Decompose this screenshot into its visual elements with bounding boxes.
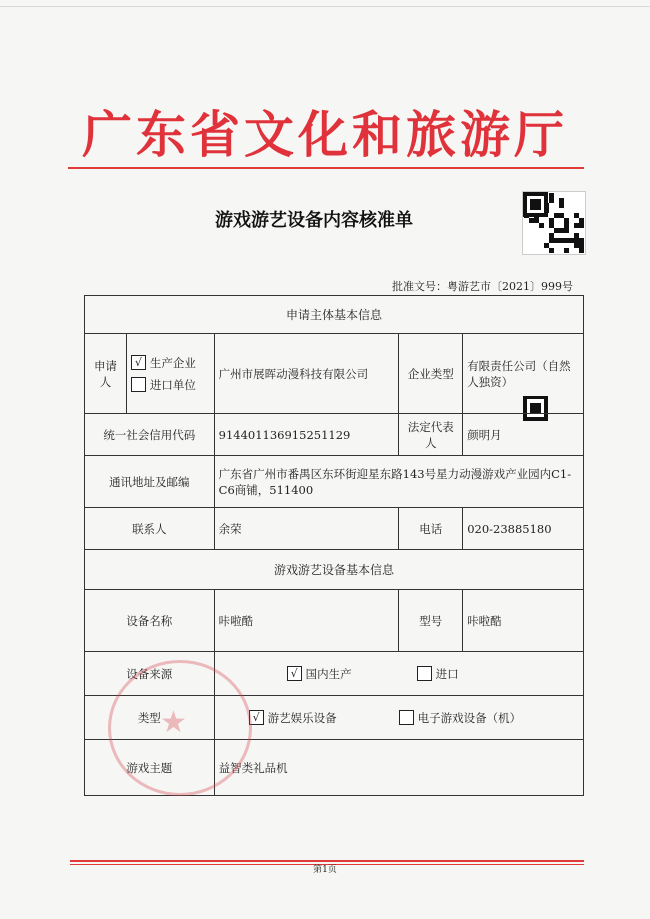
company-name: 广州市展晖动漫科技有限公司 xyxy=(214,334,399,414)
applicant-section-title: 申请主体基本信息 xyxy=(85,296,584,334)
page-number: 第1页 xyxy=(313,865,337,875)
option-producer[interactable] xyxy=(131,352,210,374)
type-options xyxy=(214,696,583,740)
company-type-label: 企业类型 xyxy=(399,334,463,414)
phone-label: 电话 xyxy=(399,508,463,550)
legal-rep-label: 法定代表人 xyxy=(399,414,463,456)
applicant-type-options xyxy=(126,334,214,414)
option-domestic[interactable] xyxy=(287,663,417,685)
org-header: 广东省文化和旅游厅 xyxy=(82,105,568,164)
address-label: 通讯地址及邮编 xyxy=(85,456,215,508)
amusement-label: 游艺娱乐设备 xyxy=(267,710,337,725)
import-label: 进口 xyxy=(435,666,459,681)
model-label: 型号 xyxy=(399,590,463,652)
option-importer[interactable] xyxy=(131,374,210,396)
type-label: 类型 xyxy=(85,696,215,740)
legal-rep: 颜明月 xyxy=(463,414,584,456)
import-checkbox[interactable] xyxy=(417,666,432,681)
option-amusement[interactable] xyxy=(249,707,399,729)
address: 广东省广州市番禺区东环街迎星东路143号星力动漫游戏产业园内C1-C6商铺，511400 xyxy=(214,456,583,508)
contact: 余荣 xyxy=(214,508,399,550)
option-import[interactable] xyxy=(417,663,459,685)
credit-code: 91440113691525​1129 xyxy=(214,414,399,456)
seal-star-icon: ★ xyxy=(160,705,187,740)
credit-code-label: 统一社会信用代码 xyxy=(85,414,215,456)
top-rule xyxy=(0,6,650,7)
applicant-label: 申请人 xyxy=(85,334,127,414)
approval-form-table xyxy=(84,295,584,796)
phone: 020-23885180 xyxy=(463,508,584,550)
device-name-label: 设备名称 xyxy=(85,590,215,652)
domestic-checkbox[interactable]: √ xyxy=(287,666,302,681)
electronic-label: 电子游戏设备（机） xyxy=(417,710,522,725)
amusement-checkbox[interactable]: √ xyxy=(249,710,264,725)
importer-checkbox[interactable] xyxy=(131,377,146,392)
producer-checkbox[interactable]: √ xyxy=(131,355,146,370)
approval-number: 批准文号：粤游艺市〔2021〕999号 xyxy=(392,280,573,293)
domestic-label: 国内生产 xyxy=(305,666,352,681)
theme-label: 游戏主题 xyxy=(85,740,215,796)
source-label: 设备来源 xyxy=(85,652,215,696)
header-red-rule xyxy=(68,167,584,169)
device-name: 咔啦酷 xyxy=(214,590,399,652)
source-options xyxy=(214,652,583,696)
importer-label: 进口单位 xyxy=(149,377,196,392)
device-section-title: 游戏游艺设备基本信息 xyxy=(85,550,584,590)
model: 咔啦酷 xyxy=(463,590,584,652)
qr-code-icon xyxy=(522,191,586,255)
theme: 益智类礼品机 xyxy=(214,740,583,796)
contact-label: 联系人 xyxy=(85,508,215,550)
electronic-checkbox[interactable] xyxy=(399,710,414,725)
producer-label: 生产企业 xyxy=(149,355,196,370)
company-type: 有限责任公司（自然人独资） xyxy=(463,334,584,414)
document-title: 游戏游艺设备内容核准单 xyxy=(215,210,413,231)
option-electronic[interactable] xyxy=(399,707,522,729)
